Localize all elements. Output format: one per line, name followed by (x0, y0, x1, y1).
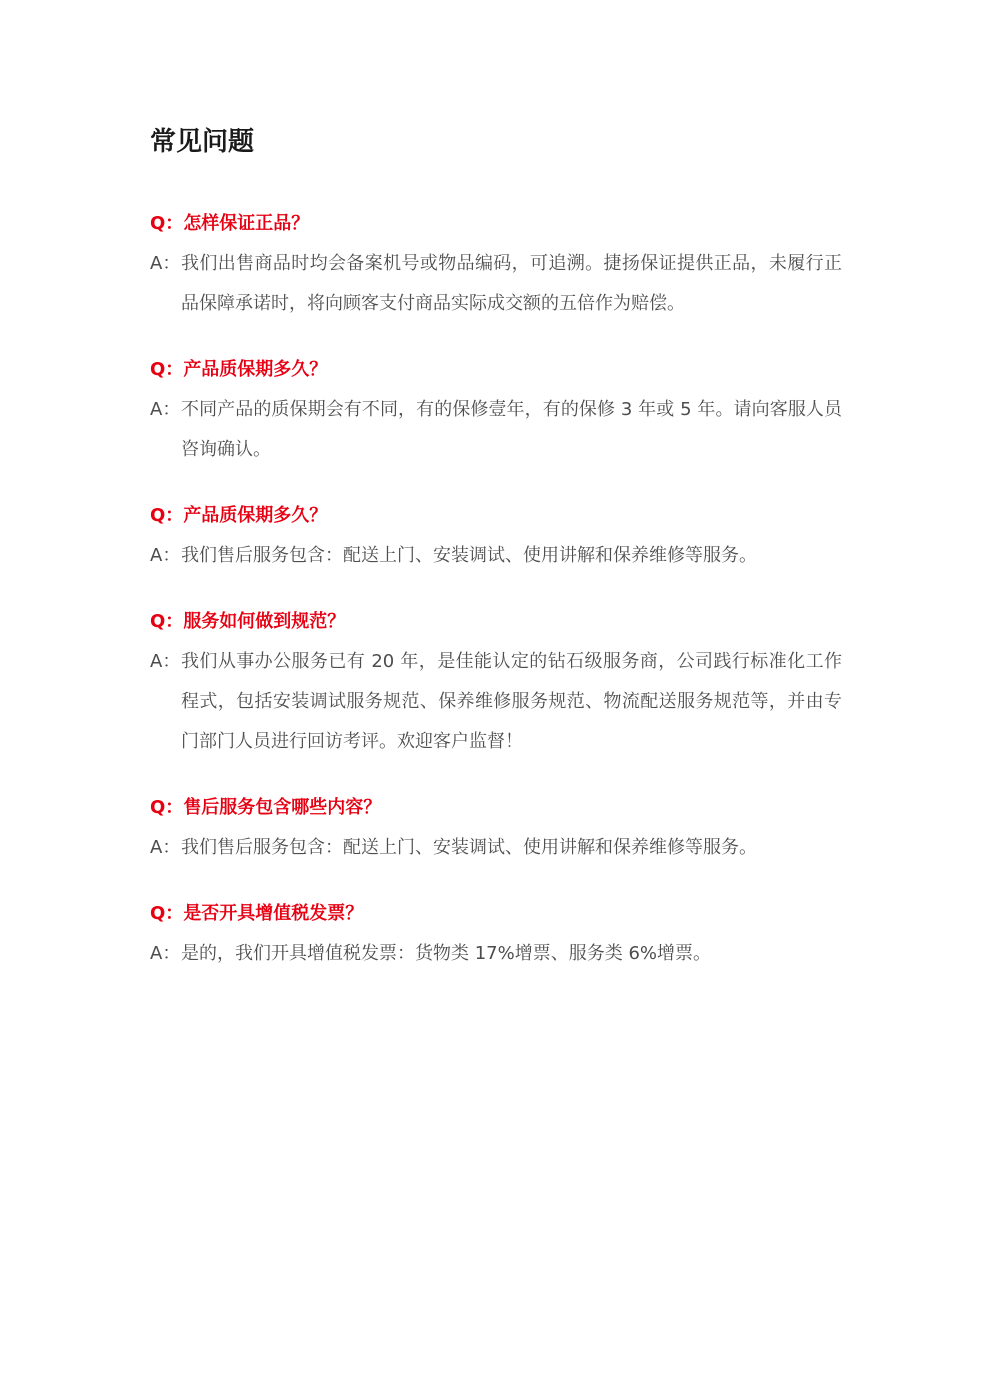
faq-question (150, 788, 850, 828)
question-prefix: Q： (150, 359, 184, 380)
answer-prefix: A： (150, 545, 181, 566)
faq-answer (150, 390, 850, 470)
faq-question (150, 496, 850, 536)
question-text: 产品质保期多久？ (183, 505, 328, 526)
faq-question (150, 204, 850, 244)
faq-question (150, 602, 850, 642)
answer-prefix: A： (150, 651, 181, 672)
faq-answer (150, 536, 850, 576)
answer-prefix: A： (150, 399, 181, 420)
answer-text: 我们出售商品时均会备案机号或物品编码，可追溯。捷扬保证提供正品，未履行正品保障承诺时，将向顾客支付商品实际成交额的五倍作为赔偿。 (181, 253, 842, 314)
question-text: 服务如何做到规范？ (183, 611, 346, 632)
question-prefix: Q： (150, 505, 184, 526)
question-text: 是否开具增值税发票？ (183, 903, 364, 924)
answer-prefix: A： (150, 943, 181, 964)
faq-answer (150, 244, 850, 324)
answer-text: 我们售后服务包含：配送上门、安装调试、使用讲解和保养维修等服务。 (181, 837, 757, 858)
answer-text: 我们售后服务包含：配送上门、安装调试、使用讲解和保养维修等服务。 (181, 545, 757, 566)
page-title: 常见问题 (150, 127, 255, 157)
faq-item-4 (150, 602, 850, 762)
answer-text: 我们从事办公服务已有 20 年，是佳能认定的钻石级服务商，公司践行标准化工作程式，包括安装调试服务规范、保养维修服务规范、物流配送服务规范等，并由专门部门人员进行回访考评。欢迎客户监督！ (181, 651, 842, 752)
faq-item-3 (150, 496, 850, 576)
question-prefix: Q： (150, 213, 184, 234)
faq-item-6 (150, 894, 850, 974)
faq-item-2 (150, 350, 850, 470)
question-prefix: Q： (150, 797, 184, 818)
answer-text: 不同产品的质保期会有不同，有的保修壹年，有的保修 3 年或 5 年。请向客服人员咨询确认。 (181, 399, 842, 460)
faq-answer (150, 642, 850, 762)
answer-prefix: A： (150, 837, 181, 858)
faq-answer (150, 828, 850, 868)
faq-question (150, 894, 850, 934)
answer-text: 是的，我们开具增值税发票：货物类 17%增票、服务类 6%增票。 (181, 943, 712, 964)
faq-item-1 (150, 204, 850, 324)
question-text: 怎样保证正品？ (183, 213, 310, 234)
faq-item-5 (150, 788, 850, 868)
question-text: 产品质保期多久？ (183, 359, 328, 380)
question-text: 售后服务包含哪些内容？ (183, 797, 382, 818)
faq-answer (150, 934, 850, 974)
question-prefix: Q： (150, 611, 184, 632)
faq-list (150, 204, 850, 1000)
question-prefix: Q： (150, 903, 184, 924)
faq-question (150, 350, 850, 390)
answer-prefix: A： (150, 253, 181, 274)
